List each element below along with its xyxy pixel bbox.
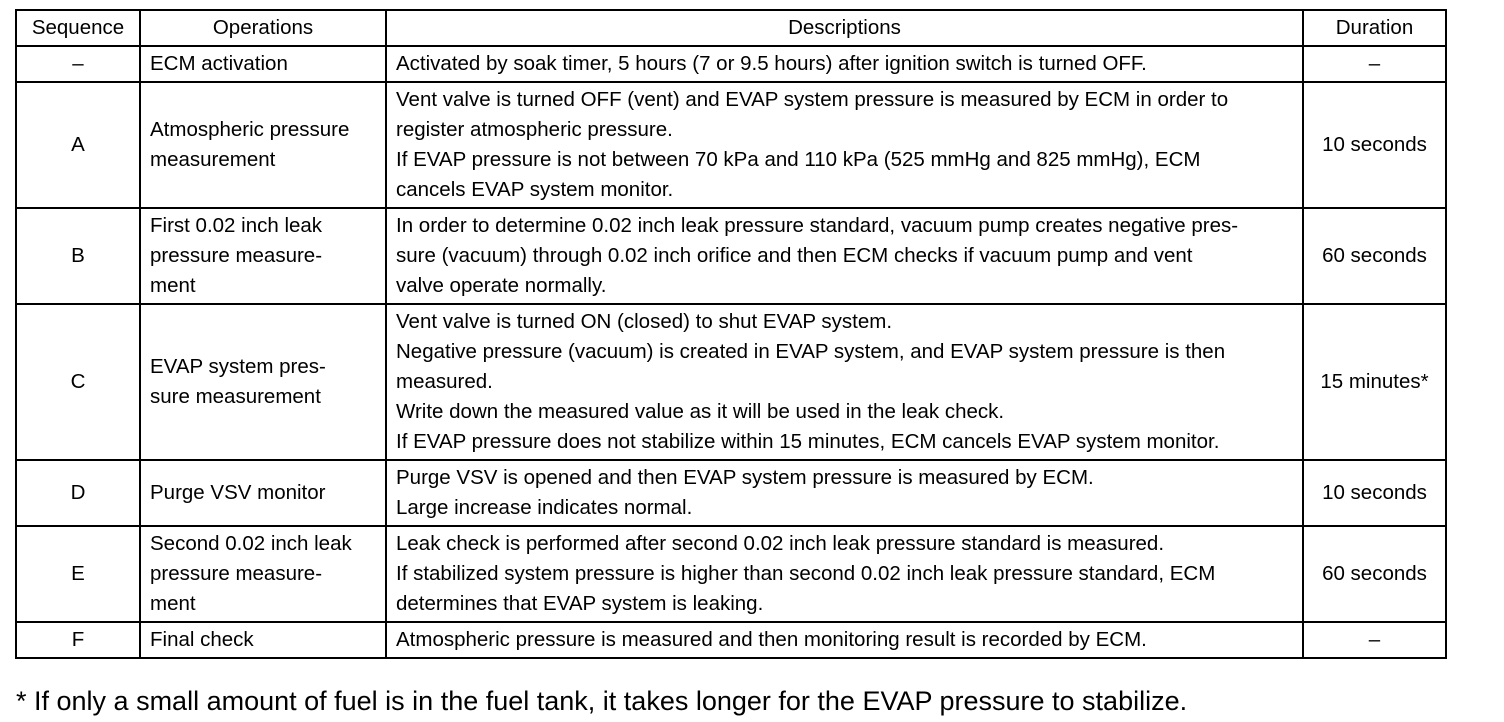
operation-line: ECM activation xyxy=(150,52,288,75)
description-line: determines that EVAP system is leaking. xyxy=(396,592,764,615)
description-line: Vent valve is turned ON (closed) to shut EVAP system. xyxy=(396,310,893,333)
table-row xyxy=(16,46,1446,82)
description-line: Write down the measured value as it will be used in the leak check. xyxy=(396,400,1005,423)
operation-line: ment xyxy=(150,592,196,615)
description-line: measured. xyxy=(396,370,493,393)
cell-description xyxy=(386,82,1303,208)
description-line: If EVAP pressure does not stabilize within 15 minutes, ECM cancels EVAP system monitor. xyxy=(396,430,1220,453)
cell-sequence: F xyxy=(16,622,140,658)
operation-line: Purge VSV monitor xyxy=(150,481,326,504)
header-duration: Duration xyxy=(1303,10,1446,46)
header-operations: Operations xyxy=(140,10,386,46)
operation-line: Atmospheric pressure xyxy=(150,118,350,141)
description-line: cancels EVAP system monitor. xyxy=(396,178,674,201)
evap-monitor-table xyxy=(15,9,1447,659)
cell-sequence: D xyxy=(16,460,140,526)
operation-line: Final check xyxy=(150,628,254,651)
cell-operation xyxy=(140,82,386,208)
cell-operation xyxy=(140,208,386,304)
description-line: Atmospheric pressure is measured and then monitoring result is recorded by ECM. xyxy=(396,628,1147,651)
operation-line: measurement xyxy=(150,148,276,171)
description-line: valve operate normally. xyxy=(396,274,607,297)
cell-description xyxy=(386,526,1303,622)
description-line: If stabilized system pressure is higher than second 0.02 inch leak pressure standard, ECM xyxy=(396,562,1216,585)
header-sequence: Sequence xyxy=(16,10,140,46)
operation-line: sure measurement xyxy=(150,385,321,408)
cell-sequence: C xyxy=(16,304,140,460)
cell-operation xyxy=(140,304,386,460)
table-row xyxy=(16,82,1446,208)
cell-sequence: A xyxy=(16,82,140,208)
description-line: In order to determine 0.02 inch leak pressure standard, vacuum pump creates negative pres- xyxy=(396,214,1239,237)
operation-line: First 0.02 inch leak xyxy=(150,214,323,237)
description-line: Negative pressure (vacuum) is created in EVAP system, and EVAP system pressure is then xyxy=(396,340,1226,363)
description-line: Activated by soak timer, 5 hours (7 or 9.5 hours) after ignition switch is turned OFF. xyxy=(396,52,1147,75)
table-row xyxy=(16,622,1446,658)
cell-description xyxy=(386,460,1303,526)
header-descriptions: Descriptions xyxy=(386,10,1303,46)
operation-line: ment xyxy=(150,274,196,297)
table-header-row xyxy=(16,10,1446,46)
cell-duration: – xyxy=(1303,622,1446,658)
operation-line: pressure measure- xyxy=(150,562,323,585)
cell-sequence: B xyxy=(16,208,140,304)
operation-line: EVAP system pres- xyxy=(150,355,326,378)
cell-duration: – xyxy=(1303,46,1446,82)
cell-operation xyxy=(140,526,386,622)
cell-description xyxy=(386,46,1303,82)
cell-duration: 60 seconds xyxy=(1303,526,1446,622)
operation-line: Second 0.02 inch leak xyxy=(150,532,352,555)
cell-description xyxy=(386,622,1303,658)
description-line: Vent valve is turned OFF (vent) and EVAP system pressure is measured by ECM in order to xyxy=(396,88,1229,111)
cell-operation xyxy=(140,622,386,658)
table-row xyxy=(16,460,1446,526)
cell-duration: 10 seconds xyxy=(1303,82,1446,208)
cell-sequence: E xyxy=(16,526,140,622)
description-line: Purge VSV is opened and then EVAP system pressure is measured by ECM. xyxy=(396,466,1094,489)
cell-duration: 15 minutes* xyxy=(1303,304,1446,460)
table-row xyxy=(16,208,1446,304)
table-row xyxy=(16,526,1446,622)
footnote: * If only a small amount of fuel is in the fuel tank, it takes longer for the EVAP pressure to stabilize. xyxy=(16,686,1188,716)
operation-line: pressure measure- xyxy=(150,244,323,267)
description-line: register atmospheric pressure. xyxy=(396,118,673,141)
description-line: sure (vacuum) through 0.02 inch orifice and then ECM checks if vacuum pump and vent xyxy=(396,244,1193,267)
cell-operation xyxy=(140,460,386,526)
description-line: Large increase indicates normal. xyxy=(396,496,693,519)
cell-operation xyxy=(140,46,386,82)
cell-duration: 10 seconds xyxy=(1303,460,1446,526)
cell-duration: 60 seconds xyxy=(1303,208,1446,304)
table-row xyxy=(16,304,1446,460)
description-line: If EVAP pressure is not between 70 kPa and 110 kPa (525 mmHg and 825 mmHg), ECM xyxy=(396,148,1201,171)
cell-description xyxy=(386,304,1303,460)
cell-sequence: – xyxy=(16,46,140,82)
description-line: Leak check is performed after second 0.02 inch leak pressure standard is measured. xyxy=(396,532,1165,555)
cell-description xyxy=(386,208,1303,304)
